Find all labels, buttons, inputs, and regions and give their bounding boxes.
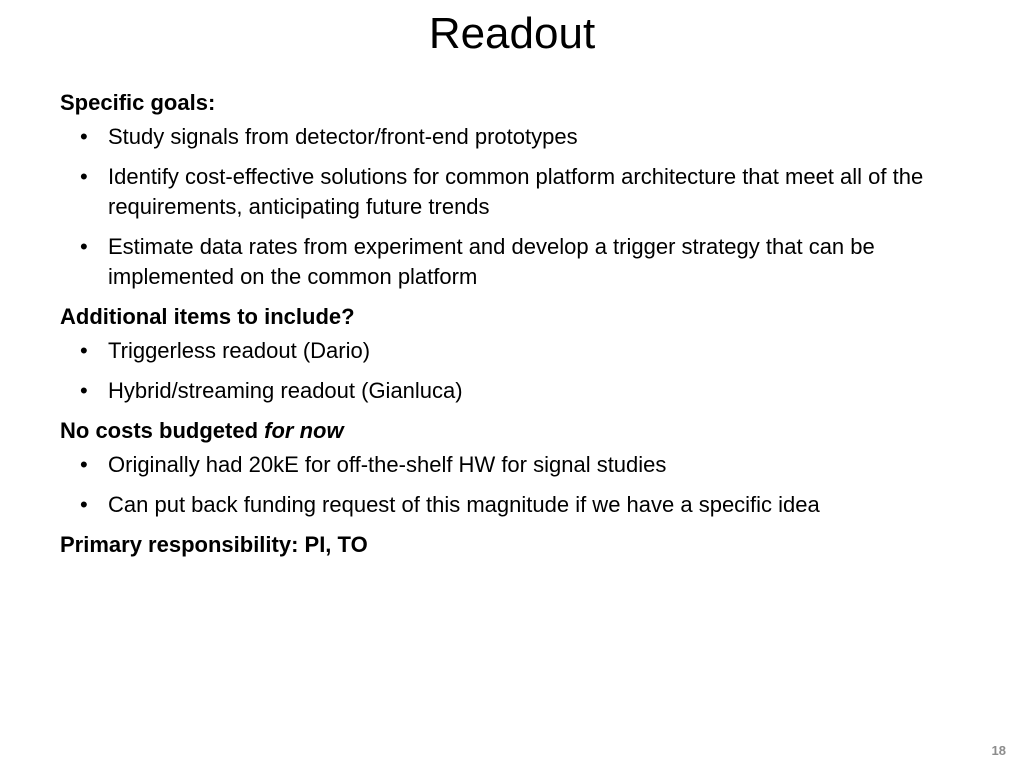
slide-title: Readout: [428, 9, 596, 58]
bullet-item: • Triggerless readout (Dario): [60, 336, 980, 366]
slide-content: [60, 88, 980, 564]
bullet-item: • Originally had 20kE for off-the-shelf HW for signal studies: [60, 450, 980, 480]
section-heading-emphasis: for now: [264, 418, 344, 443]
section-heading-text: No costs budgeted: [60, 418, 265, 443]
bullet-list: [60, 336, 980, 406]
bullet-item: • Hybrid/streaming readout (Gianluca): [60, 376, 980, 406]
bullet-list: [60, 450, 980, 520]
section-primary-responsibility: [60, 530, 980, 560]
page-number: 18: [991, 743, 1006, 758]
section-additional-items: [60, 302, 980, 406]
bullet-item: • Estimate data rates from experiment and develop a trigger strategy that can be implemented on the common platform: [60, 232, 980, 292]
bullet-item: • Study signals from detector/front-end prototypes: [60, 122, 980, 152]
section-heading: [60, 416, 980, 446]
section-no-costs: [60, 416, 980, 520]
bullet-item: • Identify cost-effective solutions for common platform architecture that meet all of the requirements, anticipating future trends: [60, 162, 980, 222]
bullet-list: [60, 122, 980, 292]
section-heading: Primary responsibility: PI, TO: [60, 532, 368, 557]
section-specific-goals: [60, 88, 980, 292]
section-heading: Additional items to include?: [60, 304, 355, 329]
bullet-item: • Can put back funding request of this magnitude if we have a specific idea: [60, 490, 980, 520]
section-heading: Specific goals:: [60, 90, 216, 115]
